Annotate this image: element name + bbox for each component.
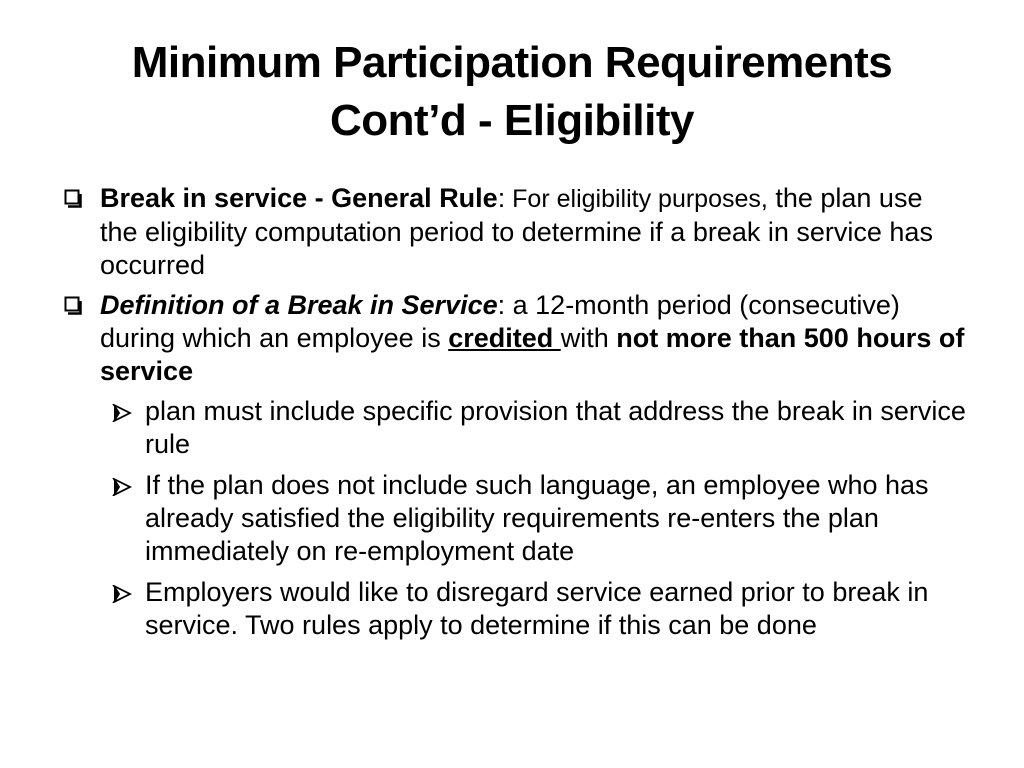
slide-title [40,34,984,150]
bullet-bold-tail: not more than 500 hours of service [100,323,965,386]
bullet-lead-bold: Break in service - General Rule [100,183,498,213]
bullet-break-in-service-rule [62,182,967,282]
title-line-2: Cont’d - Eligibility [330,96,694,145]
sub-bullet-no-language [62,469,967,568]
sub-bullet-text: Employers would like to disregard service earned prior to break in service. Two rules apply to determine if this can be done [145,577,929,640]
sub-bullet-provision [62,395,967,461]
bullet-text: the plan use the eligibility computation period to determine if a break in service has occurred [100,183,933,280]
credited-underlined: credited [448,323,561,353]
bullet-text-mid: with [560,323,617,353]
bullet-lead-italic: Definition of a Break in Service [100,290,498,320]
arrowhead-bullet-icon [112,395,136,428]
bullet-colon: : [497,290,506,320]
hollow-square-bullet-icon [62,289,84,322]
bullet-text-small: For eligibility purposes, [505,185,768,213]
bullet-text-before: a 12-month period (consecutive) during which an employee is [100,290,900,353]
sub-bullet-disregard-service [62,576,967,642]
sub-bullet-text: If the plan does not include such language, an employee who has already satisfied the eligibility requirements re-enters the plan immediately on re-employment date [145,470,929,566]
title-line-1: Minimum Participation Requirements [131,38,893,87]
bullet-colon: : [497,183,506,213]
sub-bullet-text: plan must include specific provision that address the break in service rule [145,396,966,459]
bullet-definition-break-in-service [62,289,967,388]
hollow-square-bullet-icon [62,182,84,215]
arrowhead-bullet-icon [112,576,136,609]
slide-body [62,182,967,650]
arrowhead-bullet-icon [112,469,136,502]
